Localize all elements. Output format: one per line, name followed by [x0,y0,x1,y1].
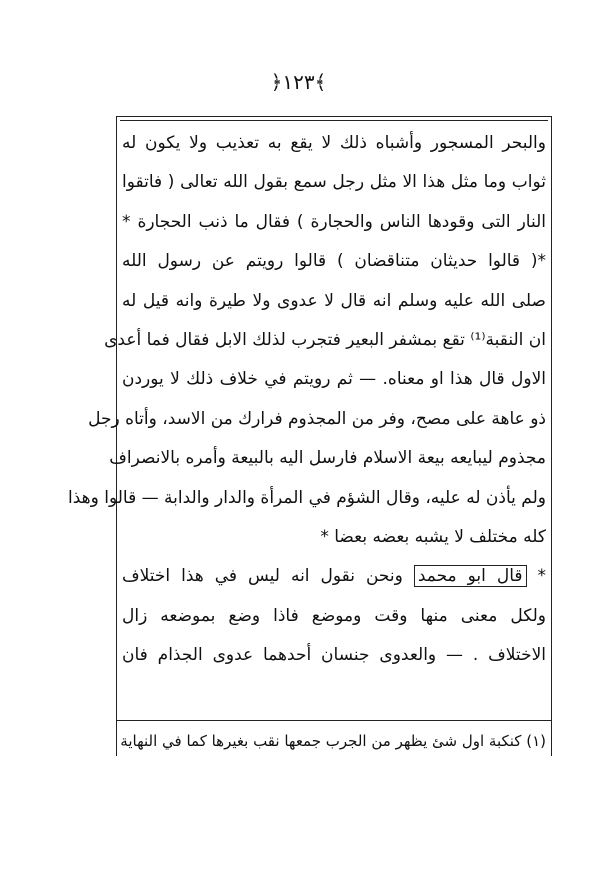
text-line: الاول قال هذا او معناه. — ثم رويتم في خلاف ذلك لا يوردن [122,369,546,390]
page-number: ﴾١٢٣﴿ [270,70,327,94]
text-line: صلى الله عليه وسلم انه قال لا عدوى ولا طيرة وانه قيل له [122,290,546,311]
main-text [68,124,547,675]
footnote: (١) كنكبة اول شئ يظهر من الجرب جمعها نقب بغيرها كما في النهاية [120,732,546,750]
text-line: كله مختلف لا يشبه بعضه بعضا * [320,526,546,547]
text-line: ولم يأذن له عليه، وقال الشؤم في المرأة والدار والدابة — قالوا وهذا [68,487,546,508]
text-line: ذو عاهة على مصح، وفر من المجذوم فرارك من الاسد، وأتاه رجل [88,408,546,429]
text-line: مجذوم ليبايعه بيعة الاسلام فارسل اليه بالبيعة وأمره بالانصراف [109,448,546,469]
speaker-label: قال ابو محمد [414,565,527,587]
paragraph-text: ونحن نقول انه ليس في هذا اختلاف [122,566,414,587]
text-line: والبحر المسجور وأشباه ذلك لا يقع به تعذيب ولا يكون له [122,133,546,153]
footnote-separator [116,720,552,721]
text-line: ثواب وما مثل هذا الا مثل رجل سمع بقول الله تعالى ( فاتقوا [122,172,546,193]
paragraph-opening-line [122,557,546,596]
text-line: الاختلاف . — والعدوى جنسان أحدهما عدوى الجذام فان [122,645,546,666]
text-line: *( قالوا حديثان متناقضان ) قالوا رويتم عن رسول الله [122,251,546,272]
paragraph-star: * [526,566,547,587]
text-line: النار التى وقودها الناس والحجارة ) فقال ما ذنب الحجارة * [122,211,546,232]
text-line: ولكل معنى منها وقت وموضع فاذا وضع بموضعه زال [122,605,546,626]
text-line: ان النقبة⁽¹⁾ تقع بمشفر البعير فتجرب لذلك الابل فقال فما أعدى [104,329,546,350]
